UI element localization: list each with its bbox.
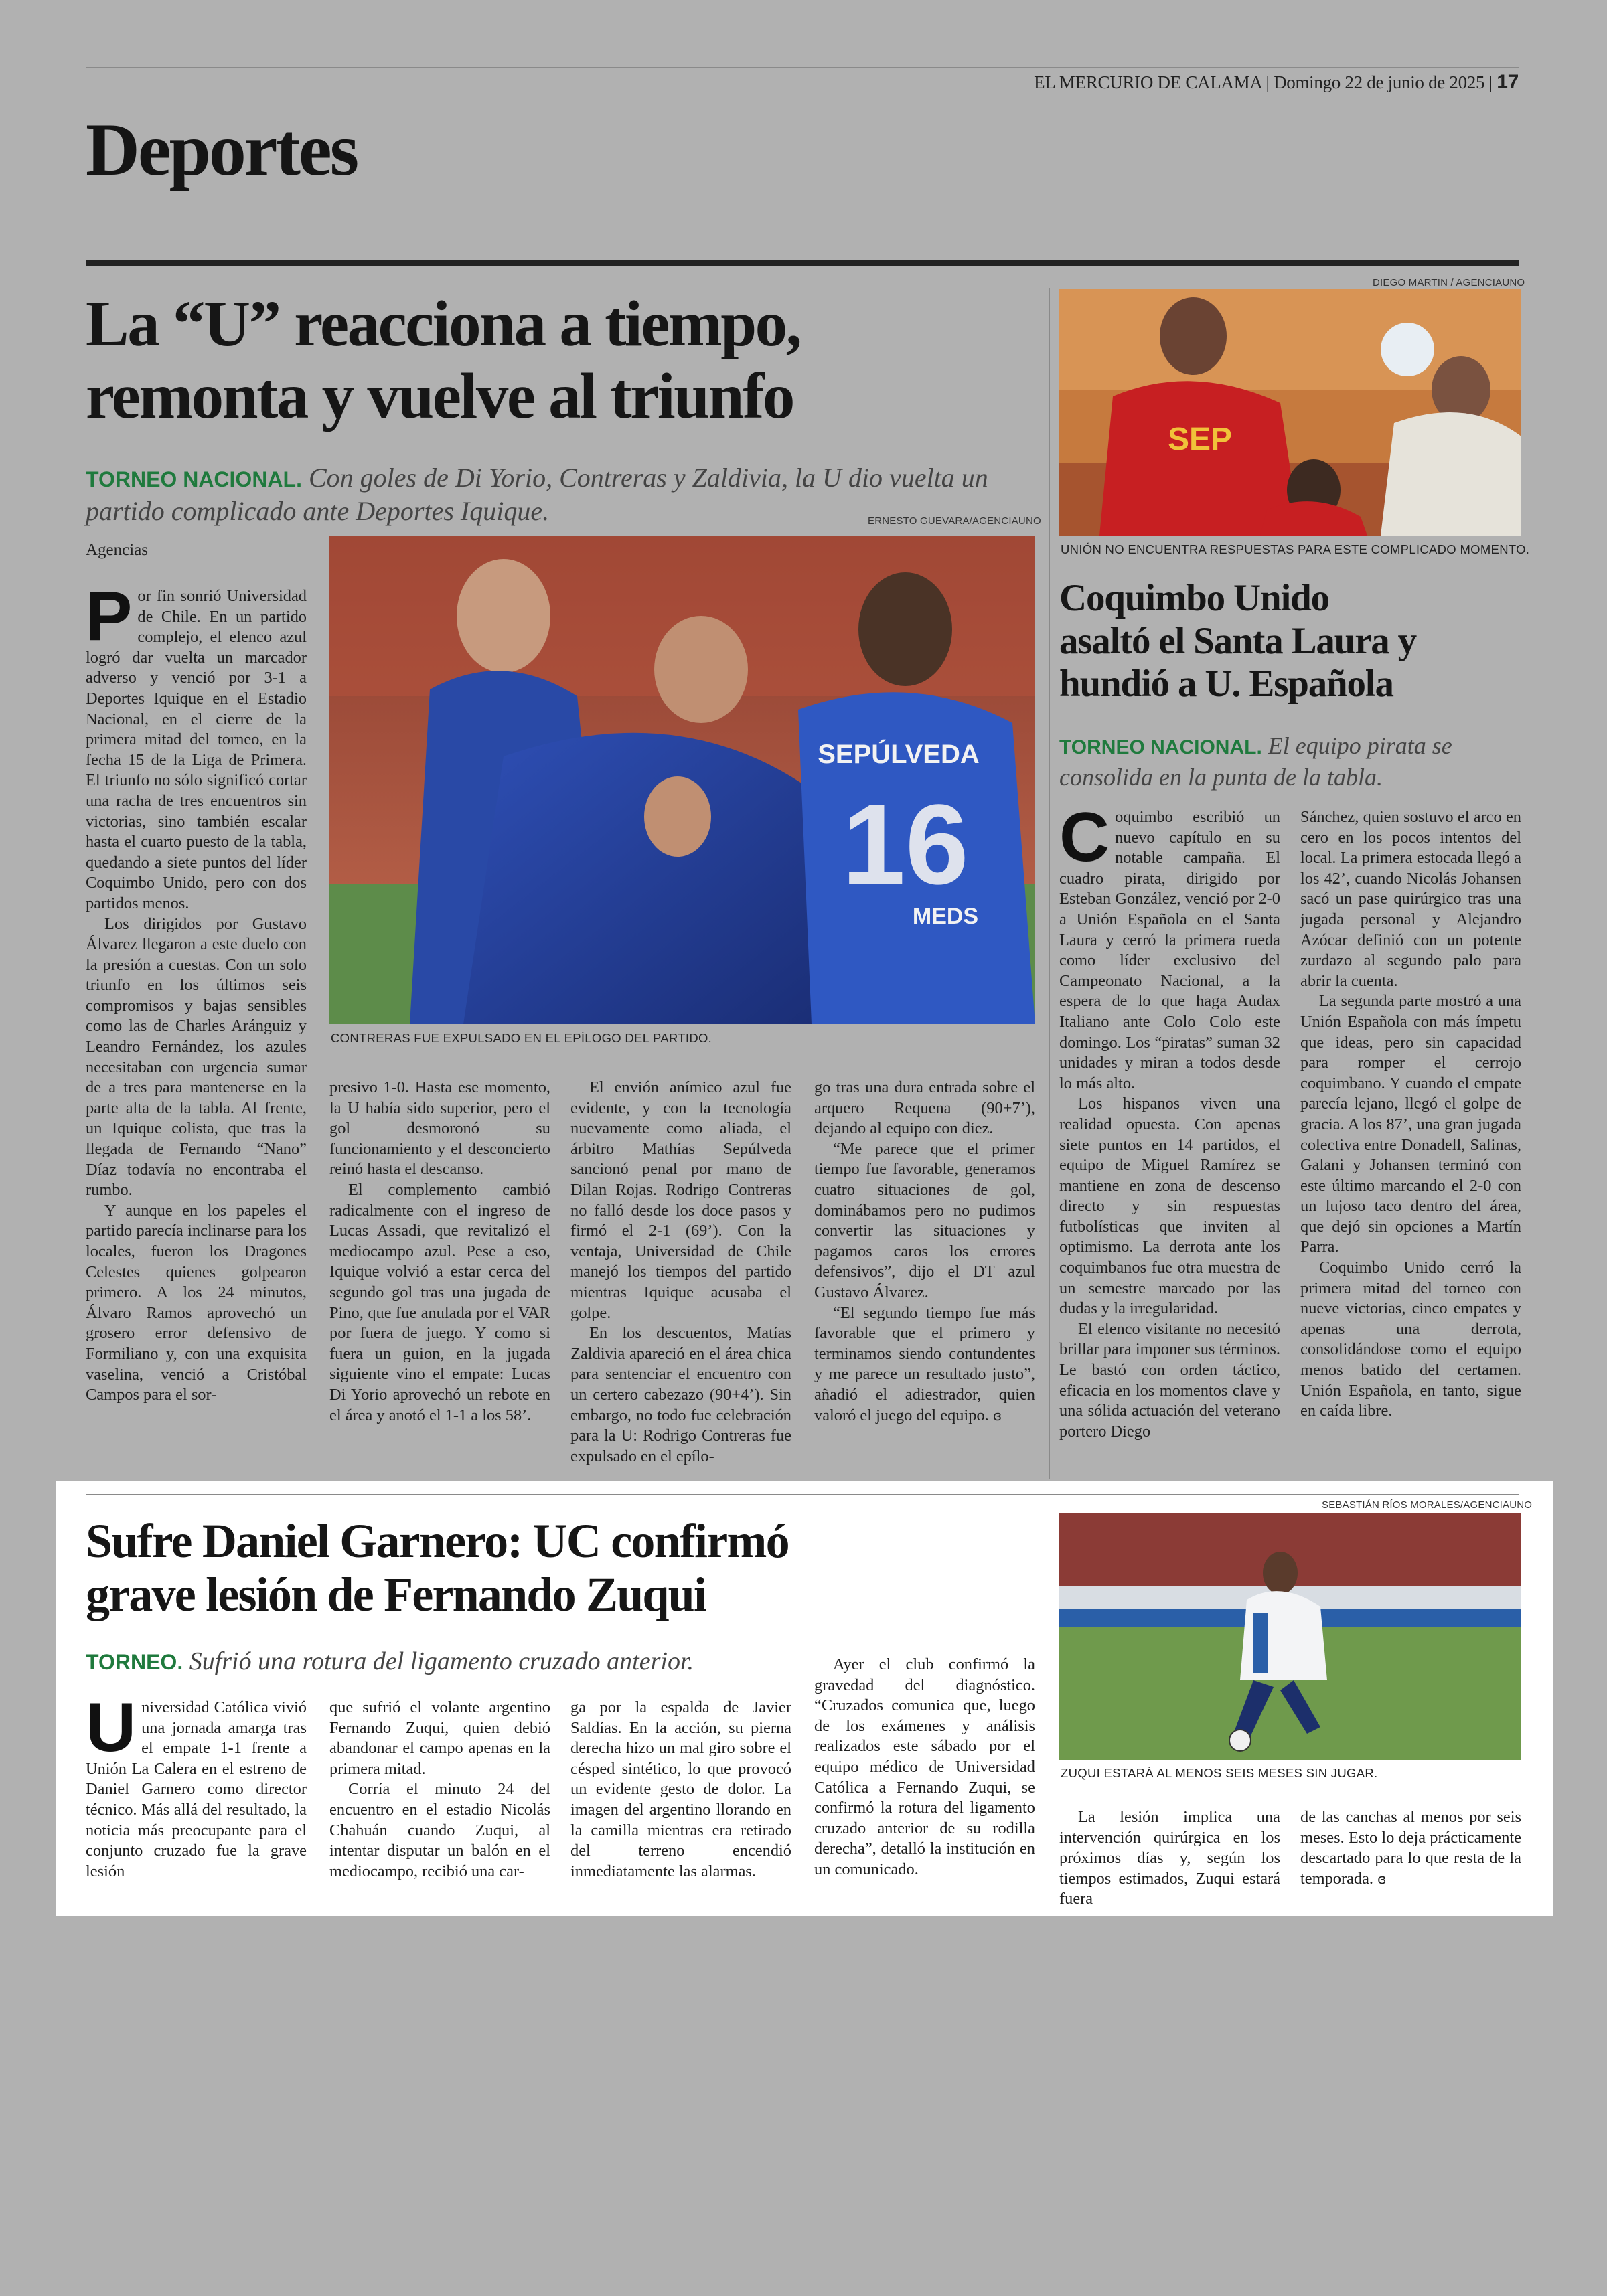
side-headline-line3: hundió a U. Española	[1059, 663, 1393, 705]
side-headline-line2: asaltó el Santa Laura y	[1059, 620, 1416, 662]
side-photo-image	[1059, 289, 1521, 536]
bottom-col-6	[1300, 1807, 1521, 1889]
bottom-drop-cap: U	[86, 1689, 137, 1767]
main-photo-image	[329, 536, 1035, 1024]
bottom-photo-image	[1059, 1513, 1521, 1760]
main-photo-caption: CONTRERAS FUE EXPULSADO EN EL EPÍLOGO DEL PARTIDO.	[331, 1031, 712, 1045]
side-headline-line1: Coquimbo Unido	[1059, 577, 1329, 619]
side-deck-text: El equipo pirata se consolida en la punta de la tabla.	[1059, 732, 1452, 791]
bottom-kicker: TORNEO.	[86, 1650, 183, 1674]
main-headline-line2: remonta y vuelve al triunfo	[86, 360, 793, 432]
side-kicker: TORNEO NACIONAL.	[1059, 736, 1262, 758]
main-headline-line1: La “U” reacciona a tiempo,	[86, 288, 801, 359]
bottom-photo-caption: ZUQUI ESTARÁ AL MENOS SEIS MESES SIN JUGAR.	[1061, 1766, 1378, 1780]
issue-date: Domingo 22 de junio de 2025	[1274, 72, 1485, 92]
main-col4-p1: go tras una dura entrada sobre el arquero Requena (90+7’), dejando al equipo con diez.	[814, 1078, 1035, 1138]
main-col1-p2: Los dirigidos por Gustavo Álvarez llegaron a este duelo con la presión a cuestas. Con un solo triunfo en los últimos seis compromisos y bajas sensibles como las de Charles Aránguiz y Leandro Fernández, los azules necesitaban con urgencia sumar de a tres para mantenerse en la parte alta de la tabla. Al frente, un Iquique colista, que tras la llegada de Fernando “Nano” Díaz todavía no encontraba el rumbo.	[86, 914, 307, 1200]
column-separator	[1049, 288, 1050, 1479]
bottom-deck-text: Sufrió una rotura del ligamento cruzado anterior.	[189, 1647, 694, 1675]
section-title: Deportes	[86, 108, 358, 191]
main-col2-p1: presivo 1-0. Hasta ese momento, la U había sido superior, pero el gol desmoronó su funcionamiento y el desconcierto reinó hasta el descanso.	[329, 1078, 550, 1179]
bottom-photo	[1059, 1513, 1521, 1760]
bottom-col2-p1: que sufrió el volante argentino Fernando Zuqui, quien debió abandonar el campo apenas en la primera mitad.	[329, 1698, 550, 1778]
main-drop-cap: P	[86, 578, 133, 655]
main-byline: Agencias	[86, 541, 149, 559]
side-col1-p2: Los hispanos viven una realidad opuesta. Con apenas siete puntos en 14 partidos, el equipo de Miguel Ramírez se mantiene en zona de descenso directo y sin respuestas futbolísticas que inviten al optimismo. La derrota ante los coquimbanos fue otra muestra de un semestre marcado por las dudas y la irregularidad.	[1059, 1094, 1280, 1318]
bottom-article-rule	[86, 1494, 1519, 1495]
bottom-col3-p1: ga por la espalda de Javier Saldías. En la acción, su pierna derecha hizo un mal giro sobre el césped sintético, lo que provocó un evidente gesto de dolor. La imagen del argentino llorando en la camilla mientras era retirado del terreno encendió inmediatamente las alarmas.	[570, 1698, 791, 1880]
side-col-1	[1059, 799, 1280, 1442]
main-headline	[86, 288, 1023, 432]
main-col1-p3: Y aunque en los papeles el partido parecía inclinarse para los locales, fueron los Dragones Celestes quienes golpearon primero. A los 24 minutos, Álvaro Ramos aprovechó un grosero error defensivo de Formiliano y, con una exquisita vaselina, venció a Cristóbal Campos para el sor-	[86, 1201, 307, 1404]
end-of-article-icon: ɞ	[1377, 1870, 1387, 1887]
side-photo	[1059, 289, 1521, 536]
end-of-article-icon: ɞ	[992, 1407, 1002, 1424]
svg-text:SEP: SEP	[1167, 422, 1233, 457]
bottom-col-1	[86, 1689, 307, 1882]
side-photo-credit: DIEGO MARTIN / AGENCIAUNO	[1373, 277, 1525, 289]
main-col-3	[570, 1078, 791, 1467]
sponsor-text: MEDS	[912, 904, 979, 929]
page-header: EL MERCURIO DE CALAMA | Domingo 22 de junio de 2025 | 17	[1034, 71, 1519, 93]
main-col3-p2: En los descuentos, Matías Zaldivia apareció en el área chica para sentenciar el encuentro con un certero cabezazo (90+4’). Sin embargo, no todo fue celebración para la U: Rodrigo Contreras fue expulsado en el epílo-	[570, 1324, 791, 1465]
header-rule	[86, 67, 1519, 68]
side-photo-caption: UNIÓN NO ENCUENTRA RESPUESTAS PARA ESTE COMPLICADO MOMENTO.	[1061, 542, 1530, 556]
side-col1-p3: El elenco visitante no necesitó brillar para imponer sus términos. Le bastó con orden táctico, eficacia en los momentos clave y una sólida actuación del veterano portero Diego	[1059, 1319, 1280, 1441]
side-drop-cap: C	[1059, 799, 1110, 876]
bottom-col5-p1: La lesión implica una intervención quirúrgica en los próximos días y, según los tiempos estimados, Zuqui estará fuera	[1059, 1808, 1280, 1908]
main-col-4	[814, 1078, 1035, 1426]
bottom-col-5	[1059, 1807, 1280, 1910]
bottom-col4-p1: Ayer el club confirmó la gravedad del diagnóstico. “Cruzados comunica que, luego de los exámenes y análisis realizados este sábado por el equipo médico de Universidad Católica a Fernando Zuqui, se confirmó la rotura del ligamento cruzado anterior de su rodilla derecha”, detalló la institución en un comunicado.	[814, 1655, 1035, 1878]
jersey-name: SEPÚLVEDA	[818, 740, 980, 769]
page-number: 17	[1497, 71, 1519, 93]
side-headline	[1059, 577, 1515, 706]
side-col2-p3: Coquimbo Unido cerró la primera mitad del torneo con nueve victorias, cinco empates y apenas una derrota, consolidándose como el equipo menos batido del certamen. Unión Española, en tanto, sigue en caída libre.	[1300, 1258, 1521, 1420]
side-col-2	[1300, 807, 1521, 1422]
bottom-col6-p1: de las canchas al menos por seis meses. Esto lo deja prácticamente descartado para lo que resta de la temporada.	[1300, 1808, 1521, 1888]
main-col-2	[329, 1078, 550, 1426]
main-photo-credit: ERNESTO GUEVARA/AGENCIAUNO	[868, 515, 1041, 527]
main-col2-p2: El complemento cambió radicalmente con el ingreso de Lucas Assadi, que revitalizó el mediocampo azul. Pese a eso, Iquique volvió a estar cerca del segundo gol tras una jugada de Pino, que fue anulada por el VAR por fuera de juego. Y como si fuera un guion, en la jugada siguiente vino el empate: Lucas Di Yorio aprovechó un rebote en el área y anotó el 1-1 a los 58’.	[329, 1180, 550, 1424]
main-col1-p1: or fin sonrió Universidad de Chile. En un partido complejo, el elenco azul logró dar vuelta un marcador adverso y venció por 3-1 a Deportes Iquique en el Estadio Nacional, en el cierre de la primera mitad del torneo, en la fecha 15 de la Liga de Primera. El triunfo no sólo significó cortar una racha de tres encuentros sin victorias, sino también escalar hasta el cuarto puesto de la tabla, quedando a siete puntos del líder Coquimbo Unido, pero con dos partidos menos.	[86, 587, 307, 912]
main-kicker: TORNEO NACIONAL.	[86, 467, 302, 491]
main-col-1	[86, 578, 307, 1406]
main-col4-p2: “Me parece que el primer tiempo fue favorable, generamos cuatro situaciones de gol, dominábamos pero no pudimos convertir las situaciones y pagamos caros los errores defensivos”, dijo el DT azul Gustavo Álvarez.	[814, 1139, 1035, 1301]
side-col2-p2: La segunda parte mostró a una Unión Española con más ímpetu que ideas, pero sin capacidad para romper el cerrojo coquimbano. Y cuando el empate parecía lejano, llegó el golpe de gracia. A los 87’, una gran jugada colectiva entre Donadell, Salinas, Galani y Johansen terminó con este último marcando el 2-0 con un lujoso taco dentro del área, que dejó sin opciones a Martín Parra.	[1300, 992, 1521, 1256]
section-rule	[86, 260, 1519, 266]
side-col1-p1: oquimbo escribió un nuevo capítulo en su notable campaña. El cuadro pirata, dirigido por Esteban González, venció por 2-0 a Unión Española en el Santa Laura y cerró la primera rueda como líder exclusivo del Campeonato Nacional, a la espera de lo que haga Audax Italiano ante Colo Colo este domingo. Los “piratas” suman 32 unidades y miran a todos desde lo más alto.	[1059, 808, 1280, 1092]
bottom-deck	[86, 1647, 889, 1677]
side-col2-p1: Sánchez, quien sostuvo el arco en cero en los pocos intentos del local. La primera estocada llegó a los 42’, cuando Nicolás Johansen sacó un pase quirúrgico tras una jugada personal y Alejandro Azócar definió con un potente zurdazo al segundo palo para abrir la cuenta.	[1300, 808, 1521, 990]
bottom-col-4	[814, 1655, 1035, 1880]
bottom-photo-credit: SEBASTIÁN RÍOS MORALES/AGENCIAUNO	[1322, 1499, 1533, 1511]
bottom-col2-p2: Corría el minuto 24 del encuentro en el estadio Nicolás Chahuán cuando Zuqui, al intentar disputar un balón en el mediocampo, recibió una car-	[329, 1780, 550, 1880]
side-deck	[1059, 731, 1501, 793]
bottom-col-2	[329, 1698, 550, 1882]
bottom-headline-line1: Sufre Daniel Garnero: UC confirmó	[86, 1514, 789, 1568]
publication-name: EL MERCURIO DE CALAMA	[1034, 72, 1262, 92]
bottom-headline-line2: grave lesión de Fernando Zuqui	[86, 1568, 706, 1621]
jersey-number: 16	[842, 781, 969, 908]
main-deck-text: Con goles de Di Yorio, Contreras y Zaldivia, la U dio vuelta un partido complicado ante Deportes Iquique.	[86, 463, 988, 526]
bottom-col1-p1: niversidad Católica vivió una jornada amarga tras el empate 1-1 frente a Unión La Calera en el estreno de Daniel Garnero como director técnico. Más allá del resultado, la noticia más preocupante para el conjunto cruzado fue la grave lesión	[86, 1698, 307, 1880]
main-col3-p1: El envión anímico azul fue evidente, y con la tecnología nuevamente como aliada, el árbitro Mathías Sepúlveda sancionó penal por mano de Dilan Rojas. Rodrigo Contreras no falló desde los doce pasos y firmó el 2-1 (69’). Con la ventaja, Universidad de Chile manejó los tiempos del partido mientras Iquique acusaba el golpe.	[570, 1078, 791, 1322]
main-col4-p3: “El segundo tiempo fue más favorable que el primero y terminamos siendo contundentes y me parece un resultado justo”, añadió el adiestrador, quien valoró el juego del equipo.	[814, 1303, 1035, 1424]
bottom-headline	[86, 1514, 1037, 1621]
main-photo	[329, 536, 1035, 1024]
bottom-col-3	[570, 1698, 791, 1882]
